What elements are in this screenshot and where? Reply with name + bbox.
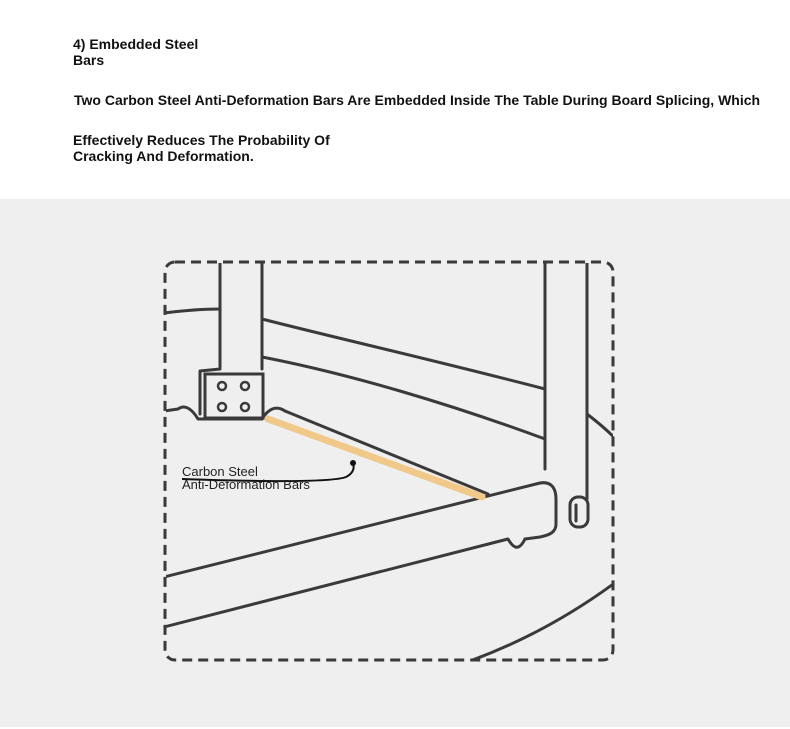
illustration-panel [0, 199, 790, 727]
diagonal-beam-top [285, 411, 488, 494]
right-post [545, 261, 587, 499]
description-paragraph-continued [73, 132, 373, 164]
section-heading-line-1: 4) Embedded Steel [73, 36, 199, 52]
steel-bar-callout [182, 465, 310, 491]
upper-arc-lower [262, 357, 545, 439]
description-paragraph-line-3: Cracking And Deformation. [73, 148, 254, 164]
callout-line-2: Anti-Deformation Bars [182, 477, 310, 492]
left-edge [164, 309, 220, 313]
description-paragraph-line-1: Two Carbon Steel Anti-Deformation Bars Are Embedded Inside The Table During Board Splicing, Which [74, 92, 761, 108]
lower-rail-right [525, 483, 556, 539]
lower-rail-bottom-notch [164, 539, 525, 627]
description-paragraph-line-2: Effectively Reduces The Probability Of [73, 132, 330, 148]
right-edge-lower [470, 579, 620, 661]
callout-line-1: Carbon Steel [182, 464, 258, 479]
bolt-plate [205, 374, 263, 418]
right-knob [570, 497, 588, 527]
right-edge [587, 414, 620, 444]
table-frame-diagram [0, 199, 790, 727]
upper-arc [262, 319, 545, 389]
section-heading [73, 36, 273, 68]
section-heading-line-2: Bars [73, 52, 105, 68]
callout-dot [350, 460, 356, 466]
